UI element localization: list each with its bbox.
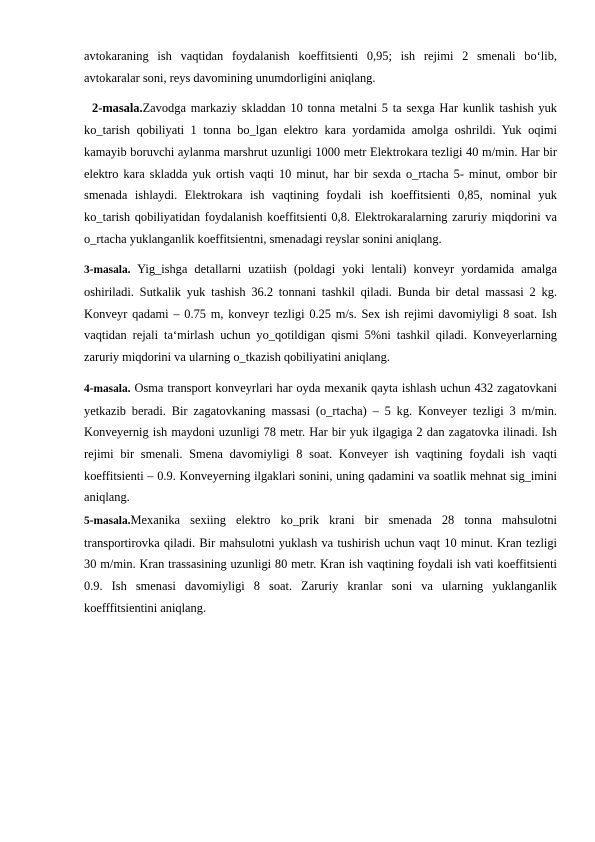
problem-2-label: 2-masala.	[92, 101, 143, 116]
document-page	[84, 46, 557, 620]
problem-5	[84, 510, 557, 620]
problem-4-text: Osma transport konveyrlari har oyda mexanik qayta ishlash uchun 432 zagatovkani yetkazib beradi. Bir zagatovkaning massasi (o_rtacha) – 5 kg. Konveyer tezligi 3 m/min. Konveyernig ish maydoni uzunligi 78 metr. Har bir yuk ilgagiga 2 dan zagatovka ilinadi. Ish rejimi bir smenali. Smena davomiyligi 8 soat. Konveyer ish vaqtining foydali ish vaqti koeffitsienti – 0.9. Konveyerning ilgaklari sonini, uning qadamini va soatlik mehnat sig_imini aniqlang.	[84, 380, 557, 505]
problem-2	[84, 98, 557, 250]
paragraph-intro	[84, 46, 557, 89]
problem-4-label: 4-masala.	[84, 382, 131, 395]
problem-3-label: 3-masala.	[84, 264, 131, 277]
problem-4	[84, 378, 557, 509]
problem-3	[84, 259, 557, 369]
problem-2-text: Zavodga markaziy skladdan 10 tonna metalni 5 ta sexga Har kunlik tashish yuk ko_tarish qobiliyati 1 tonna bo_lgan elektro kara yordamida amolga oshrildi. Yuk oqimi kamayib boruvchi aylanma marshrut uzunligi 1000 metr Elektrokara tezligi 40 m/min. Har bir elektro kara skladda yuk ortish vaqti 10 minut, har bir sexda o_rtacha 5- minut, ombor bir smenada ishlaydi. Elektrokara ish vaqtining foydali ish koeffitsienti 0,85, nominal yuk ko_tarish qobiliyatidan foydalanish koeffitsienti 0,8. Elektrokaralarning zaruriy miqdorini va o_rtacha yuklanganlik koeffitsientni, smenadagi reyslar sonini aniqlang.	[84, 101, 557, 246]
paragraph-intro-text: avtokaraning ish vaqtidan foydalanish koeffitsienti 0,95; ish rejimi 2 smenali bo‘lib, avtokaralar soni, reys davomining unumdorligini aniqlang.	[84, 49, 557, 85]
problem-5-text: Mexanika sexiing elektro ko_prik krani bir smenada 28 tonna mahsulotni transportirovka qiladi. Bir mahsulotni yuklash va tushirish uchun vaqt 10 minut. Kran tezligi 30 m/min. Kran trassasining uzunligi 80 metr. Kran ish vaqtining foydali ish vati koeffitsienti 0.9. Ish smenasi davomiyligi 8 soat. Zaruriy kranlar soni va ularning yuklanganlik koefffitsientini aniqlang.	[84, 513, 557, 615]
problem-3-text: Yig_ishga detallarni uzatiish (poldagi yoki lentali) konveyr yordamida amalga oshiriladi. Sutkalik yuk tashish 36.2 tonnani tashkil qiladi. Bunda bir detal massasi 2 kg. Konveyr qadami – 0.75 m, konveyr tezligi 0.25 m/s. Sex ish rejimi davomiyligi 8 soat. Ish vaqtidan rejali ta‘mirlash uchun yo_qotildigan qismi 5%ni tashkil qiladi. Konveyerlarning zaruriy miqdorini va ularning o_tkazish qobiliyatini aniqlang.	[84, 262, 557, 365]
problem-5-label: 5-masala.	[84, 515, 131, 528]
